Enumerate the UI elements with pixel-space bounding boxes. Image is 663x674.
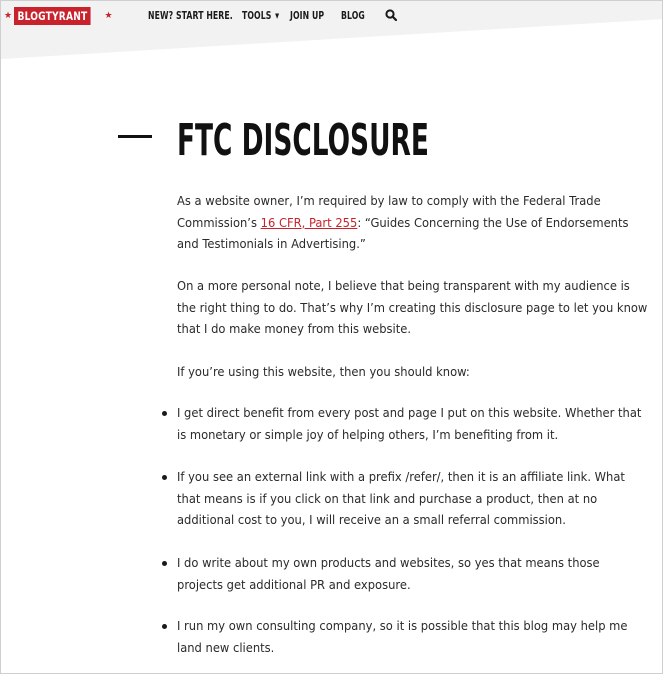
caret-down-icon: ▼ xyxy=(275,12,280,20)
star-icon: ★ xyxy=(4,10,13,21)
page-title: FTC DISCLOSURE xyxy=(177,115,429,166)
intro-text-before: As a website owner, I’m required by law to comply with the Federal Trade Commission’s xyxy=(177,194,601,230)
nav-new-start-here[interactable]: NEW? START HERE. xyxy=(148,10,233,22)
nav-tools[interactable] xyxy=(242,8,279,24)
list-item-text: I do write about my own products and websites, so yes that means those projects get additional PR and exposure. xyxy=(177,556,600,592)
bullet-dot xyxy=(162,475,167,480)
list-item xyxy=(177,553,663,596)
star-icon: ★ xyxy=(104,10,113,21)
cfr-link[interactable]: 16 CFR, Part 255 xyxy=(260,215,358,230)
list-item xyxy=(177,403,663,446)
bullet-dot xyxy=(162,411,167,416)
nav-join-up[interactable]: JOIN UP xyxy=(290,10,325,22)
list-item-text: I get direct benefit from every post and page I put on this website. Whether that is monetary or simple joy of helping others, I’m benefiting from it. xyxy=(177,406,642,442)
list-item xyxy=(177,616,663,659)
intro-text-after: : “Guides Concerning the Use of Endorsements and Testimonials in Advertising.” xyxy=(177,215,629,251)
paragraph-intro xyxy=(177,191,647,256)
paragraph-personal-note: On a more personal note, I believe that being transparent with my audience is the right thing to do. That’s why I’m creating this disclosure page to let you know that I do make money from this website. xyxy=(177,279,648,336)
list-item-text: I run my own consulting company, so it is possible that this blog may help me land new clients. xyxy=(177,619,628,655)
paragraph-should-know: If you’re using this website, then you should know: xyxy=(177,365,470,379)
nav-blog[interactable]: BLOG xyxy=(341,10,365,22)
site-logo[interactable] xyxy=(1,7,113,25)
site-header xyxy=(1,1,663,59)
nav-tools-label: TOOLS xyxy=(242,10,272,22)
bullet-dot xyxy=(162,561,167,566)
title-dash xyxy=(118,135,152,138)
list-item xyxy=(177,467,663,532)
bullet-dot xyxy=(162,624,167,629)
list-item-text: If you see an external link with a prefix /refer/, then it is an affiliate link. What that means is if you click on that link and purchase a product, then at no additional cost to you, I will receive an a small referral commission. xyxy=(177,470,625,527)
logo-text: BLOGTYRANT xyxy=(14,7,91,25)
search-icon[interactable] xyxy=(385,9,397,21)
